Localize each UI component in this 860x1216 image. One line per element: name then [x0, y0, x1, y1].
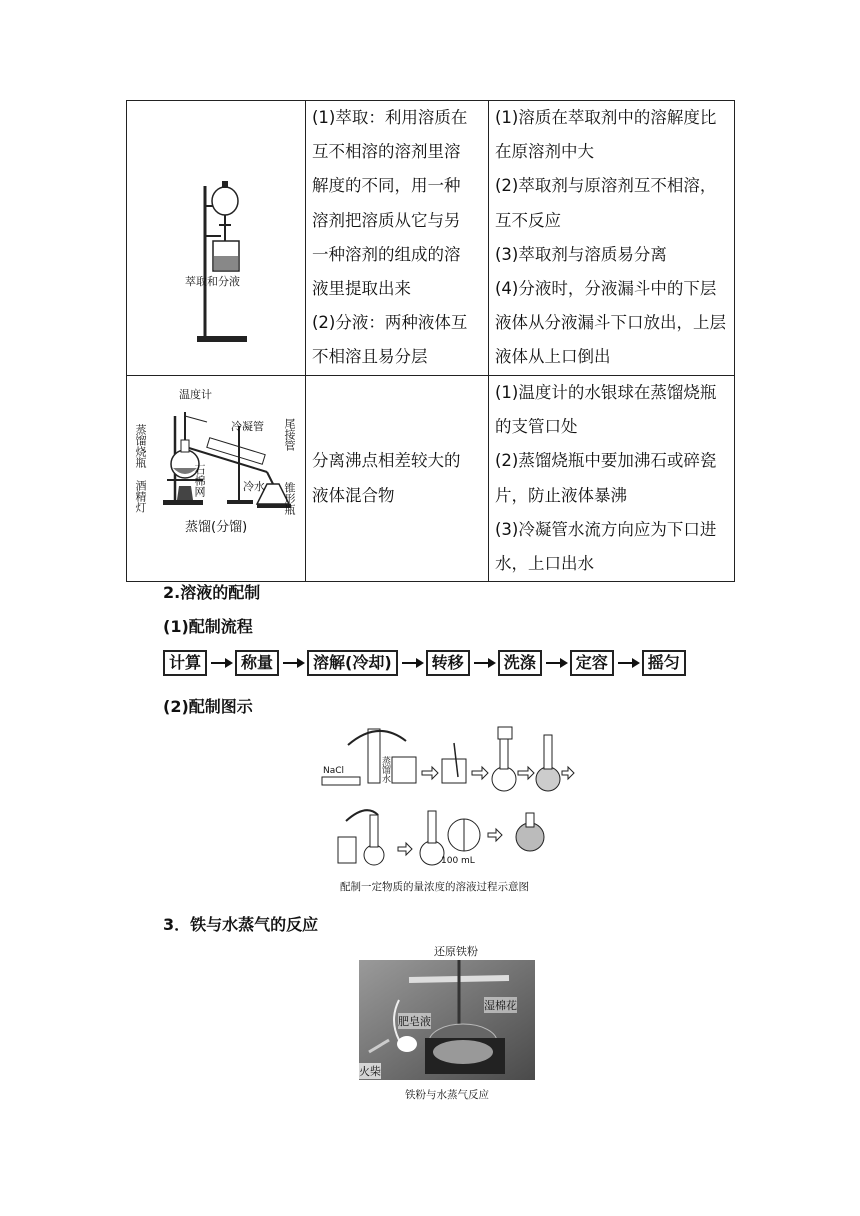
- section-3-title: 3．铁与水蒸气的反应: [163, 915, 319, 934]
- notes-cell: [489, 101, 735, 376]
- text-line: (2)蒸馏烧瓶中要加沸石或碎瓷: [495, 451, 717, 471]
- solution-preparation-figure: [318, 725, 578, 875]
- notes-text: [489, 101, 734, 375]
- arrow-right-icon: [614, 651, 642, 675]
- extraction-apparatus-figure: [127, 101, 306, 376]
- text-line: (1)萃取：利用溶质在: [312, 108, 468, 127]
- text-line: 不相溶且易分层: [312, 347, 428, 367]
- text-line: (4)分液时，分液漏斗中的下层: [495, 279, 717, 299]
- section-2-title: 2.溶液的配制: [163, 583, 261, 602]
- flow-step: 转移: [426, 650, 470, 676]
- preparation-flowchart: [163, 650, 686, 676]
- match-label: 火柴: [359, 1065, 381, 1078]
- condenser-label: 冷凝管: [231, 420, 264, 433]
- figure-cell: [127, 376, 306, 582]
- text-line: 液体从分液漏斗下口放出，上层: [495, 313, 726, 333]
- thermometer-label: 温度计: [179, 388, 212, 401]
- nacl-label: NaCl: [323, 766, 345, 776]
- text-line: 液里提取出来: [312, 279, 411, 299]
- iron-label: 还原铁粉: [434, 945, 478, 958]
- text-line: 在原溶剂中大: [495, 142, 594, 162]
- figure-caption: 萃取和分液: [185, 275, 240, 288]
- text-line: 分离沸点相差较大的: [312, 451, 461, 471]
- text-line: (3)萃取剂与溶质易分离: [495, 244, 667, 264]
- text-line: 互不反应: [495, 210, 561, 230]
- figure-caption: 蒸馏(分馏): [185, 520, 248, 535]
- soap-label: 肥皂液: [398, 1015, 431, 1028]
- figure-caption: 铁粉与水蒸气反应: [405, 1089, 489, 1101]
- text-line: (3)冷凝管水流方向应为下口进: [495, 519, 717, 539]
- water-label: 蒸馏水: [380, 756, 390, 783]
- text-line: 溶剂把溶质从它与另: [312, 210, 461, 230]
- text-line: 水，上口出水: [495, 554, 594, 574]
- flask-label: 蒸馏烧瓶: [134, 424, 147, 468]
- flow-step: 计算: [163, 650, 207, 676]
- arrow-right-icon: [398, 651, 426, 675]
- flow-step: 定容: [570, 650, 614, 676]
- principle-cell: [306, 376, 489, 582]
- cold-water-label: 冷水: [243, 480, 265, 493]
- figure-cell: [127, 101, 306, 376]
- gauze-label: 石棉网: [193, 464, 206, 497]
- table-row: [127, 101, 735, 376]
- section-2-sub2: (2)配制图示: [163, 697, 253, 716]
- text-line: 解度的不同，用一种: [312, 176, 461, 196]
- text-line: 互不相溶的溶剂里溶: [312, 142, 461, 162]
- principle-text: [306, 444, 488, 512]
- adapter-label: 尾接管: [283, 418, 296, 451]
- principle-cell: [306, 101, 489, 376]
- separation-methods-table: [126, 100, 735, 582]
- table-row: [127, 376, 735, 582]
- notes-cell: [489, 376, 735, 582]
- principle-text: [306, 101, 488, 375]
- notes-text: [489, 376, 734, 581]
- flow-step: 洗涤: [498, 650, 542, 676]
- distillation-apparatus-figure: [127, 376, 306, 581]
- flow-step: 溶解(冷却): [307, 650, 398, 676]
- arrow-right-icon: [470, 651, 498, 675]
- text-line: 液体混合物: [312, 485, 395, 505]
- text-line: (2)萃取剂与原溶剂互不相溶，: [495, 176, 717, 196]
- text-line: (1)温度计的水银球在蒸馏烧瓶: [495, 383, 717, 402]
- lamp-label: 酒精灯: [134, 480, 147, 513]
- text-line: 一种溶剂的组成的溶: [312, 244, 461, 264]
- text-line: 片，防止液体暴沸: [495, 485, 627, 505]
- iron-steam-photo: [359, 960, 535, 1080]
- volume-label: 100 mL: [441, 856, 475, 866]
- text-line: (1)溶质在萃取剂中的溶解度比: [495, 108, 717, 127]
- erlenmeyer-label: 锥形瓶: [283, 482, 296, 515]
- flow-step: 称量: [235, 650, 279, 676]
- cotton-label: 湿棉花: [484, 999, 517, 1012]
- text-line: 液体从上口倒出: [495, 347, 611, 367]
- arrow-right-icon: [279, 651, 307, 675]
- section-2-sub1: (1)配制流程: [163, 617, 253, 636]
- flow-step: 摇匀: [642, 650, 686, 676]
- text-line: (2)分液：两种液体互: [312, 313, 468, 333]
- arrow-right-icon: [542, 651, 570, 675]
- text-line: 的支管口处: [495, 417, 578, 437]
- figure-caption: 配制一定物质的量浓度的溶液过程示意图: [340, 881, 529, 893]
- arrow-right-icon: [207, 651, 235, 675]
